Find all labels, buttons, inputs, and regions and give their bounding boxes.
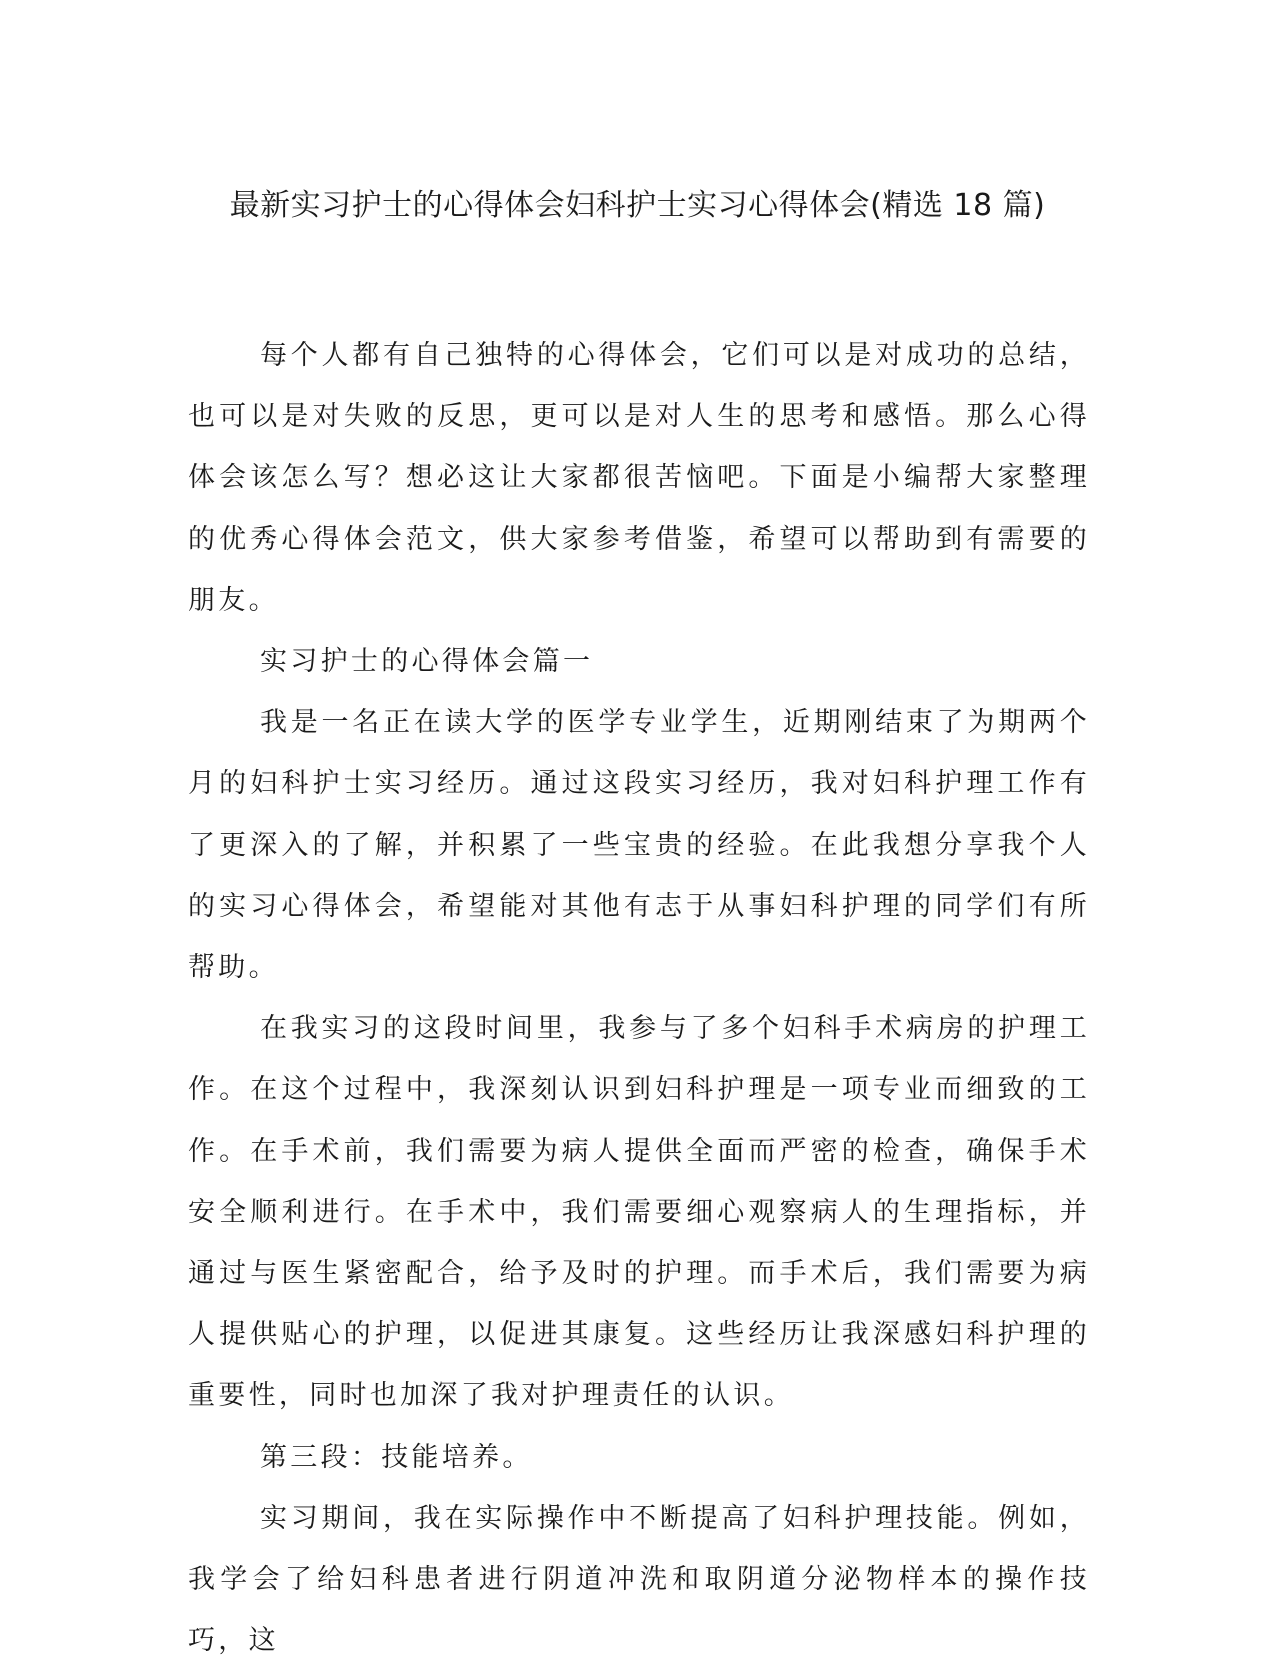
intro-paragraph: 每个人都有自己独特的心得体会，它们可以是对成功的总结，也可以是对失败的反思，更可以是对人生的思考和感悟。那么心得体会该怎么写？想必这让大家都很苦恼吧。下面是小编帮大家整理的优秀心得体会范文，供大家参考借鉴，希望可以帮助到有需要的朋友。 [188,340,1090,616]
document-title: 最新实习护士的心得体会妇科护士实习心得体会(精选 18 篇) [229,188,1046,223]
section-heading-skills: 第三段：技能培养。 [260,1441,533,1473]
document-body [188,325,1090,1671]
body-paragraph: 实习期间，我在实际操作中不断提高了妇科护理技能。例如，我学会了给妇科患者进行阴道冲洗和取阴道分泌物样本的操作技巧，这 [188,1502,1090,1657]
section-heading-part-one: 实习护士的心得体会篇一 [260,646,594,678]
body-paragraph: 我是一名正在读大学的医学专业学生，近期刚结束了为期两个月的妇科护士实习经历。通过这段实习经历，我对妇科护理工作有了更深入的了解，并积累了一些宝贵的经验。在此我想分享我个人的实习心得体会，希望能对其他有志于从事妇科护理的同学们有所帮助。 [188,707,1090,984]
body-paragraph: 在我实习的这段时间里，我参与了多个妇科手术病房的护理工作。在这个过程中，我深刻认识到妇科护理是一项专业而细致的工作。在手术前，我们需要为病人提供全面而严密的检查，确保手术安全顺利进行。在手术中，我们需要细心观察病人的生理指标，并通过与医生紧密配合，给予及时的护理。而手术后，我们需要为病人提供贴心的护理，以促进其康复。这些经历让我深感妇科护理的重要性，同时也加深了我对护理责任的认识。 [188,1013,1090,1412]
